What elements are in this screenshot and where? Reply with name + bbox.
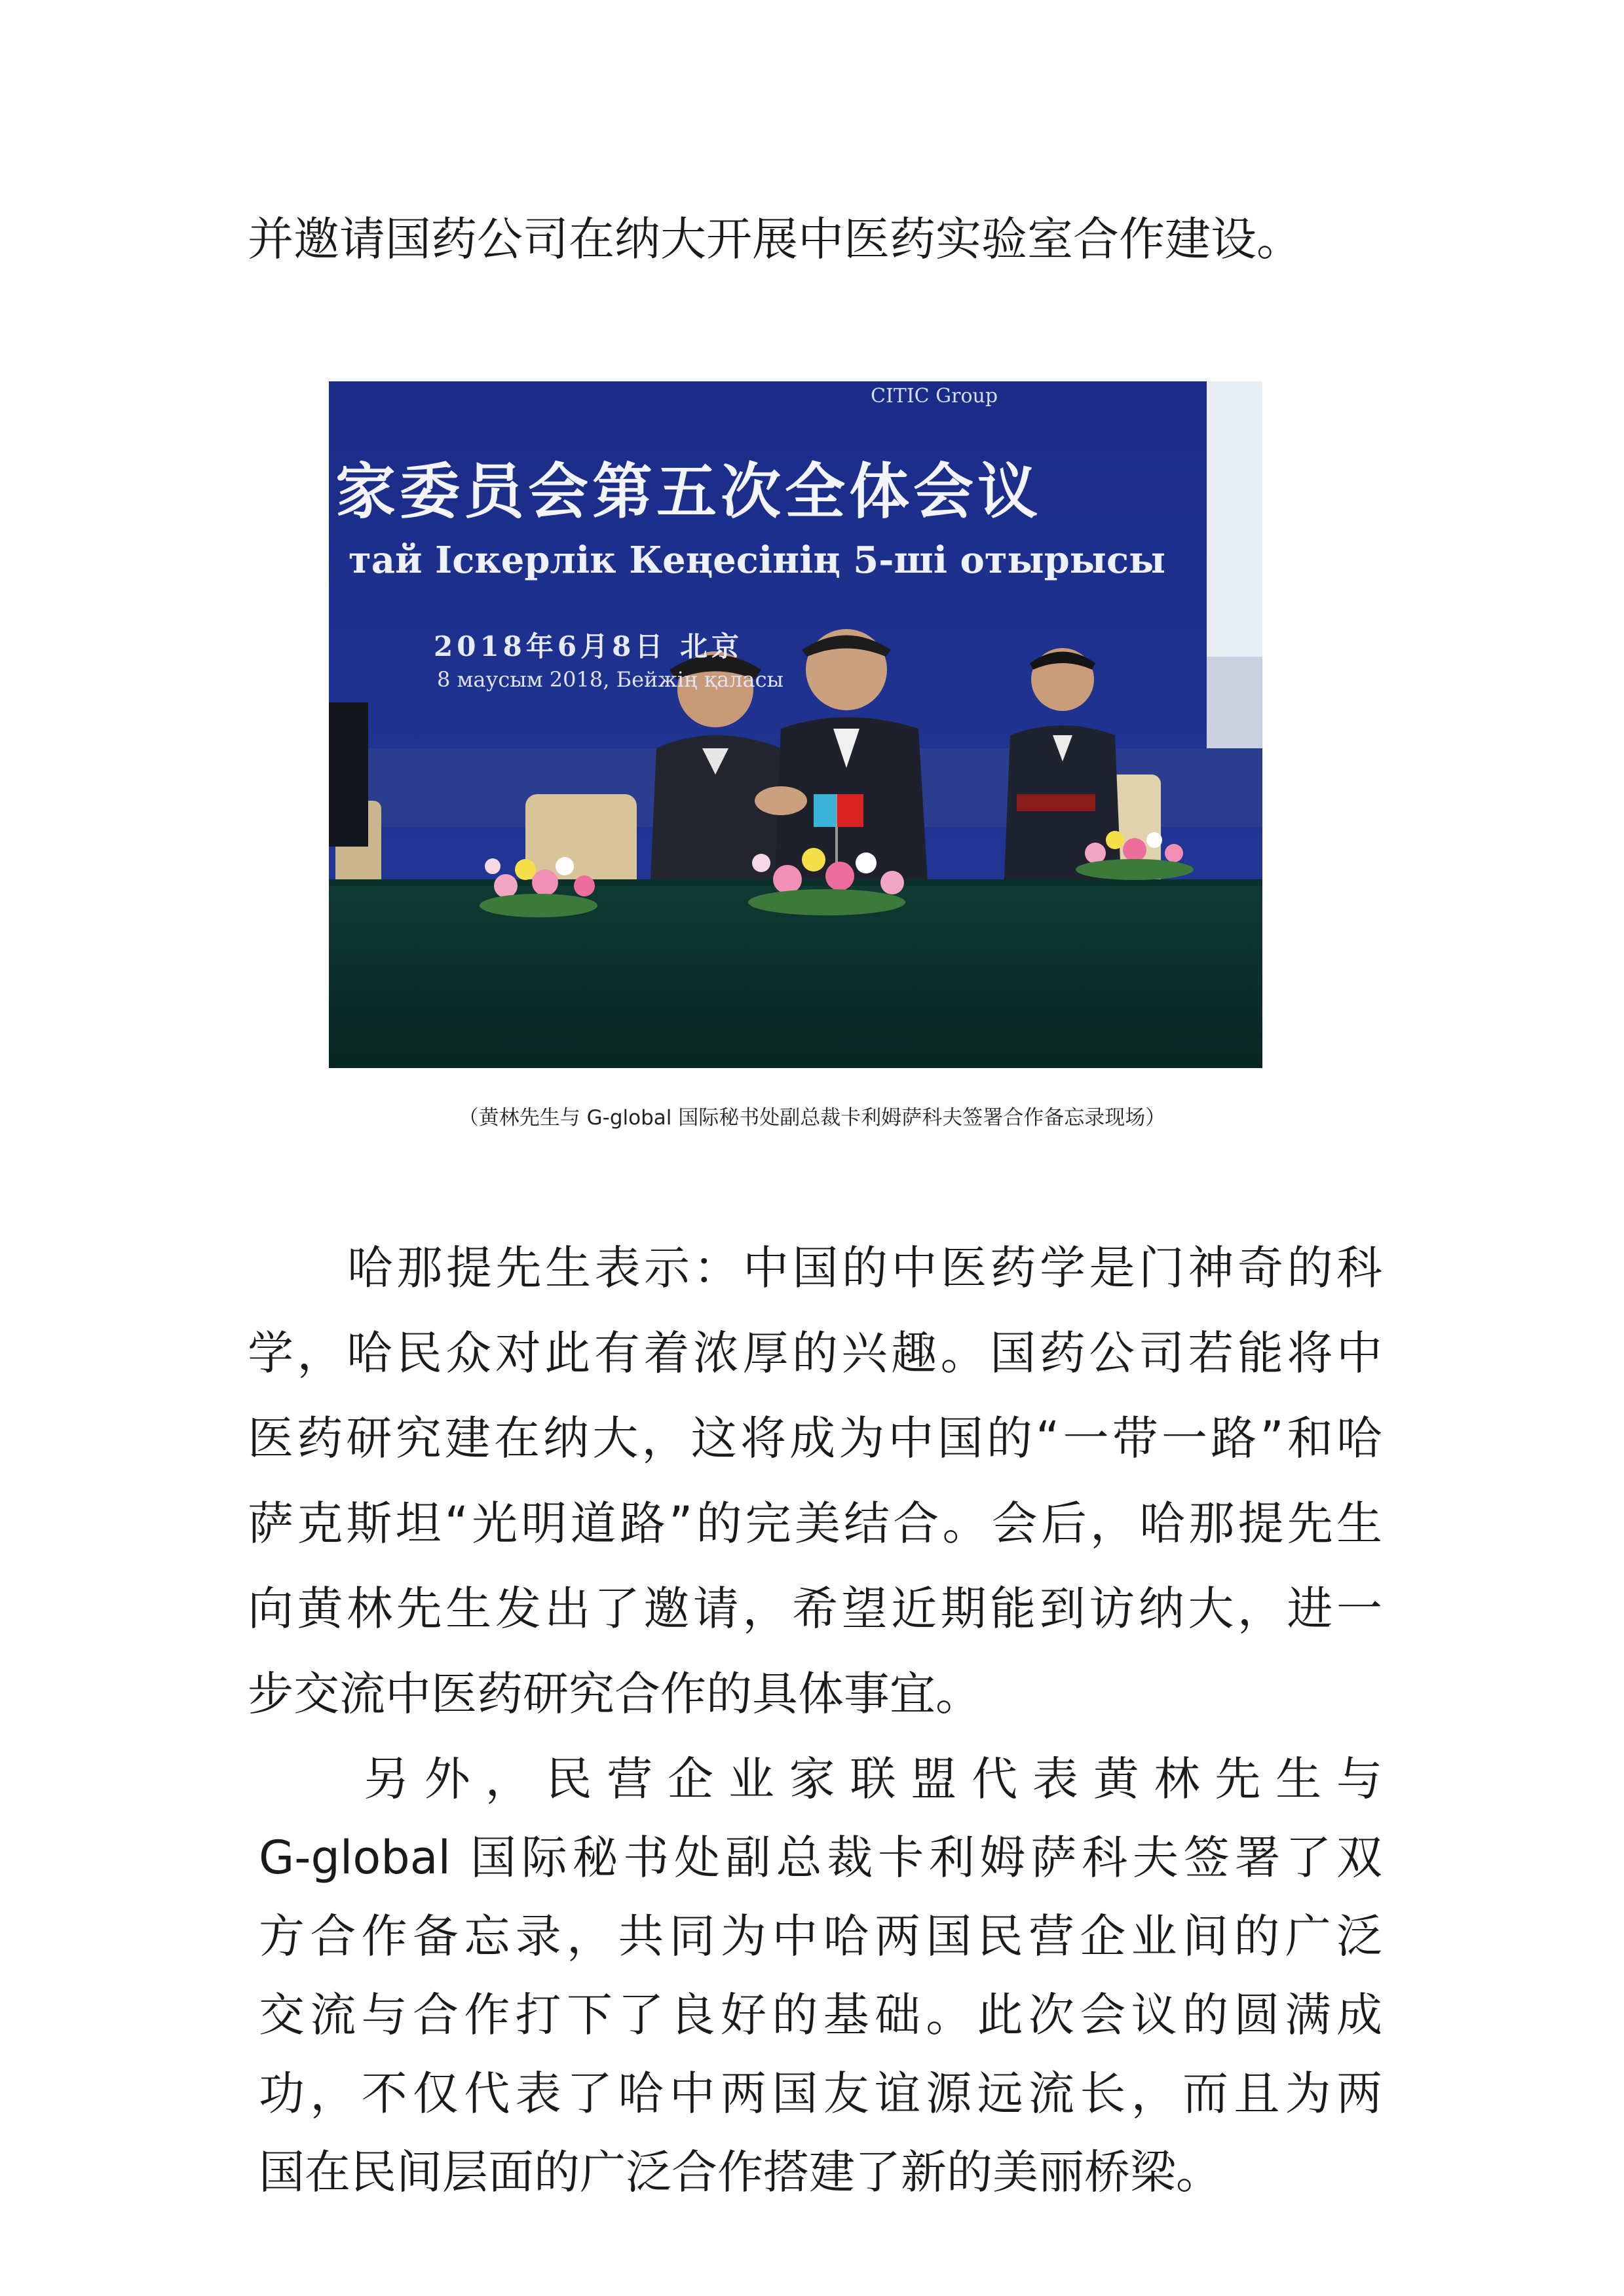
photo-banner-cn: 家委员会第五次全体会议	[335, 456, 1042, 527]
photo-banner-date-cn: 2018年6月8日 北京	[434, 630, 743, 662]
photo-banner-kz: тай Іскерлік Кеңесінің 5-ші отырысы	[349, 539, 1166, 582]
photo-banner-date-kz: 8 маусым 2018, Бейжің қаласы	[437, 667, 784, 692]
intro-line: 并邀请国药公司在纳大开展中医药实验室合作建设。	[248, 212, 1302, 266]
paragraph-1-line: 向黄林先生发出了邀请，希望近期能到访纳大，进一	[248, 1582, 1382, 1636]
paragraph-1-line: 萨克斯坦“光明道路”的完美结合。会后，哈那提先生	[248, 1497, 1382, 1550]
paragraph-2-line: 国在民间层面的广泛合作搭建了新的美丽桥梁。	[259, 2145, 1222, 2199]
paragraph-2-line: 另外，民营企业家联盟代表黄林先生与	[364, 1752, 1382, 1806]
paragraph-1-line: 学，哈民众对此有着浓厚的兴趣。国药公司若能将中	[248, 1326, 1382, 1380]
paragraph-1-line: 医药研究建在纳大，这将成为中国的“一带一路”和哈	[248, 1411, 1382, 1465]
paragraph-1-line: 哈那提先生表示：中国的中医药学是门神奇的科	[347, 1241, 1382, 1295]
paragraph-1-line: 步交流中医药研究合作的具体事宜。	[248, 1667, 981, 1721]
photo-caption: （黄林先生与 G-global 国际秘书处副总裁卡利姆萨科夫签署合作备忘录现场）	[458, 1106, 1166, 1130]
signing-ceremony-photo	[329, 381, 1262, 1068]
photo-brand-text: CITIC Group	[871, 385, 998, 408]
paragraph-2-line: 交流与合作打下了良好的基础。此次会议的圆满成	[259, 1988, 1382, 2042]
paragraph-2-line: G-global 国际秘书处副总裁卡利姆萨科夫签署了双	[259, 1831, 1382, 1885]
paragraph-2-line: 功，不仅代表了哈中两国友谊源远流长，而且为两	[259, 2067, 1382, 2120]
paragraph-2-line: 方合作备忘录，共同为中哈两国民营企业间的广泛	[259, 1909, 1382, 1963]
